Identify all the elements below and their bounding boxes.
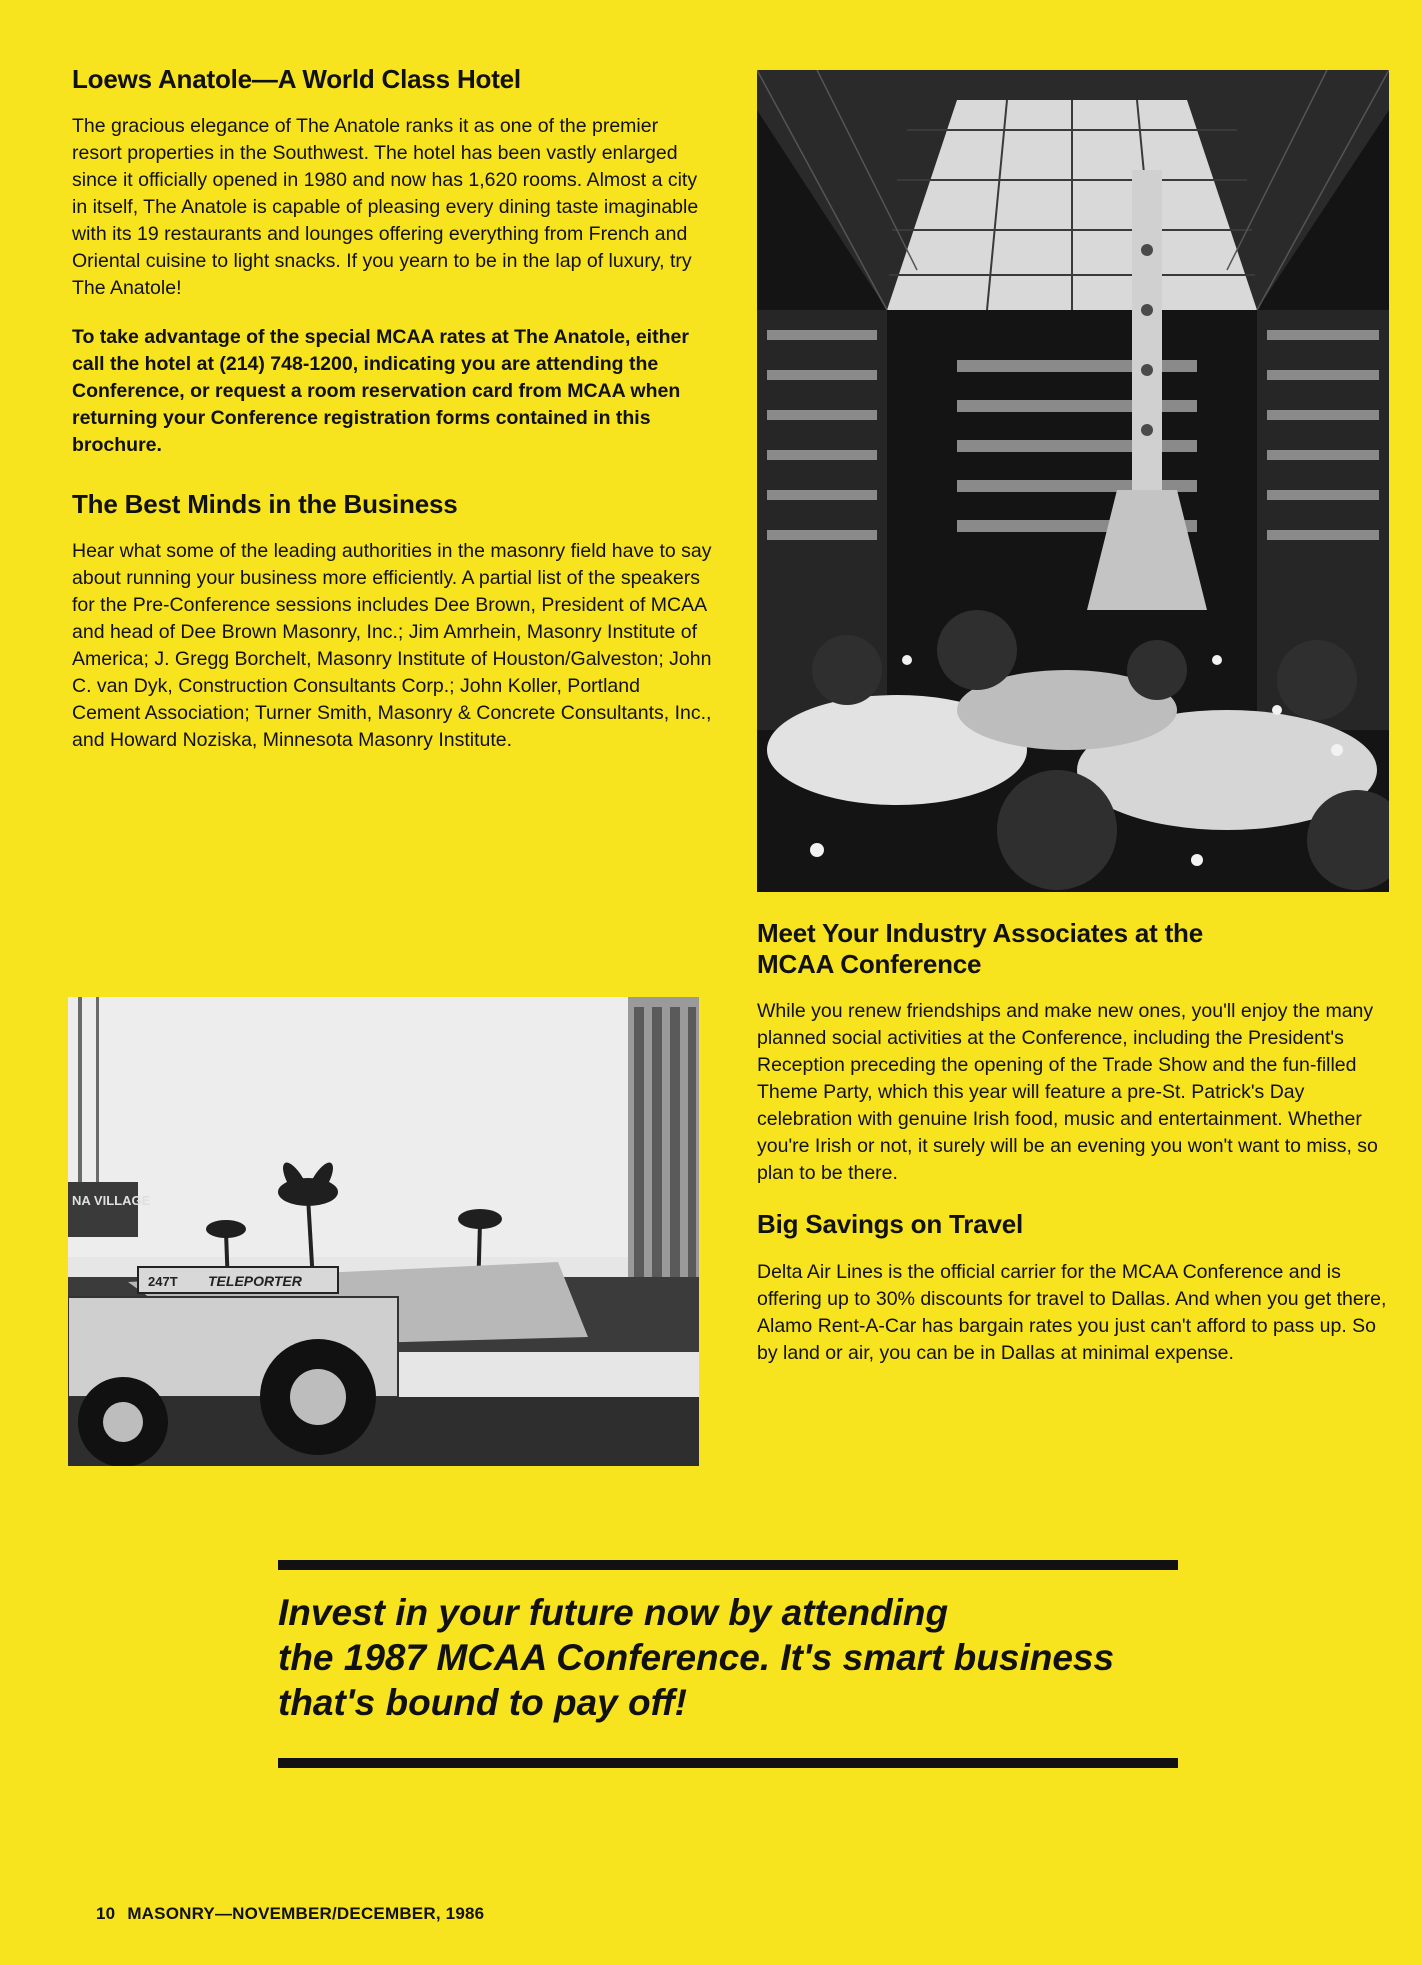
heading-meet-associates: Meet Your Industry Associates at the MCAA Conference (757, 918, 1203, 980)
model-label: 247T (148, 1274, 178, 1289)
heading-big-savings: Big Savings on Travel (757, 1209, 1023, 1240)
paragraph-social-activities: While you renew friendships and make new ones, you'll enjoy the many planned social activities at the Conference, including the President's Reception preceding the opening of the Trade Show and the fun-filled Theme Party, which this year will feature a pre-St. Patrick's Day celebration with genuine Irish food, music and entertainment. Whether you're Irish or not, it surely will be an evening you won't want to miss, so plan to be there. (757, 1000, 1378, 1185)
page-footer (96, 1904, 484, 1924)
publication-line: MASONRY—NOVEMBER/DECEMBER, 1986 (127, 1904, 485, 1923)
heading-best-minds: The Best Minds in the Business (72, 489, 458, 520)
atrium-photo-art (757, 70, 1389, 892)
closing-top-rule (278, 1560, 1178, 1570)
closing-bottom-rule (278, 1758, 1178, 1768)
left-column (72, 64, 712, 776)
closing-line-2: the 1987 MCAA Conference. It's smart business (278, 1637, 1115, 1678)
village-sign-text: NA VILLAGE (72, 1193, 151, 1208)
closing-line-3: that's bound to pay off! (278, 1682, 687, 1723)
paragraph-mcaa-rates: To take advantage of the special MCAA rates at The Anatole, either call the hotel at (214) 748-1200, indicating you are attending the Conference, or request a room reservation card from MCAA when returning your Conference registration forms contained in this brochure. (72, 326, 689, 457)
teleporter-photo-art (68, 997, 699, 1466)
heading-loews-anatole: Loews Anatole—A World Class Hotel (72, 64, 521, 94)
page-number: 10 (96, 1904, 116, 1923)
atrium-photo (757, 70, 1389, 892)
right-column-text (757, 918, 1389, 1389)
closing-line-1: Invest in your future now by attending (278, 1592, 949, 1633)
paragraph-speakers: Hear what some of the leading authorities in the masonry field have to say about running your business more efficiently. A partial list of the speakers for the Pre-Conference sessions includes Dee Brown, President of MCAA and head of Dee Brown Masonry, Inc.; Jim Amrhein, Masonry Institute of America; J. Gregg Borchelt, Masonry Institute of Houston/Galveston; John C. van Dyk, Construction Consultants Corp.; John Koller, Portland Cement Association; Turner Smith, Masonry & Concrete Consultants, Inc., and Howard Noziska, Minnesota Masonry Institute. (72, 540, 712, 752)
closing-callout (278, 1590, 1178, 1725)
paragraph-travel: Delta Air Lines is the official carrier for the MCAA Conference and is offering up to 30% discounts for travel to Dallas. And when you get there, Alamo Rent-A-Car has bargain rates you just can't afford to pass up. So by land or air, you can be in Dallas at minimal expense. (757, 1260, 1387, 1364)
paragraph-anatole-description: The gracious elegance of The Anatole ranks it as one of the premier resort properties in the Southwest. The hotel has been vastly enlarged since it officially opened in 1980 and now has 1,620 rooms. Almost a city in itself, The Anatole is capable of pleasing every dining taste imaginable with its 19 restaurants and lounges offering everything from French and Oriental cuisine to light snacks. If you yearn to be in the lap of luxury, try The Anatole! (72, 115, 699, 300)
teleporter-photo (68, 997, 699, 1466)
teleporter-label: TELEPORTER (208, 1273, 302, 1289)
